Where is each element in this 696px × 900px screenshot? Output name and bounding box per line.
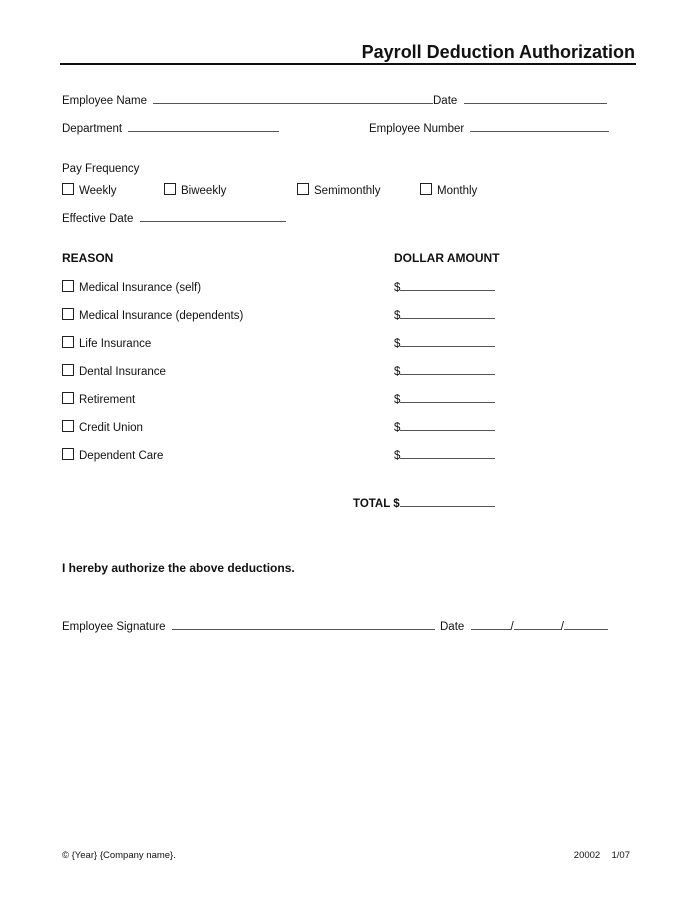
- retirement-amount-field[interactable]: [400, 392, 495, 403]
- effective-date-field[interactable]: [140, 211, 286, 222]
- medical-dependents-label: Medical Insurance (dependents): [79, 310, 244, 322]
- dental-insurance-amount: [394, 364, 495, 378]
- currency-symbol: $: [394, 310, 401, 322]
- dental-insurance-label: Dental Insurance: [79, 366, 166, 378]
- total-label: TOTAL $: [353, 498, 400, 510]
- department-field[interactable]: [128, 121, 279, 132]
- medical-self-checkbox[interactable]: [62, 280, 74, 292]
- signature-row: [62, 619, 435, 633]
- deduction-retirement[interactable]: [62, 392, 135, 406]
- credit-union-amount: [394, 420, 495, 434]
- department-label: Department: [62, 123, 123, 135]
- reason-header: REASON: [62, 251, 114, 265]
- employee-name-row: [62, 93, 433, 107]
- semimonthly-label: Semimonthly: [314, 185, 381, 197]
- dental-insurance-amount-field[interactable]: [400, 364, 495, 375]
- credit-union-checkbox[interactable]: [62, 420, 74, 432]
- dollar-amount-header: DOLLAR AMOUNT: [394, 251, 500, 265]
- date-field[interactable]: [464, 93, 607, 104]
- credit-union-amount-field[interactable]: [400, 420, 495, 431]
- semimonthly-checkbox[interactable]: [297, 183, 309, 195]
- effective-date-label: Effective Date: [62, 213, 134, 225]
- signature-label: Employee Signature: [62, 621, 166, 633]
- signature-date-row: [440, 619, 608, 633]
- deduction-dental-insurance[interactable]: [62, 364, 166, 378]
- form-number: 20002: [573, 850, 601, 861]
- total-field[interactable]: [400, 496, 495, 507]
- life-insurance-label: Life Insurance: [79, 338, 152, 350]
- deduction-credit-union[interactable]: [62, 420, 143, 434]
- total-row: [353, 496, 495, 510]
- biweekly-checkbox[interactable]: [164, 183, 176, 195]
- currency-symbol: $: [394, 366, 401, 378]
- date-label: Date: [433, 95, 458, 107]
- signature-month-field[interactable]: [471, 619, 511, 630]
- deduction-life-insurance[interactable]: [62, 336, 151, 350]
- footer-copyright: © {Year} {Company name}.: [62, 850, 176, 861]
- currency-symbol: $: [394, 394, 401, 406]
- retirement-checkbox[interactable]: [62, 392, 74, 404]
- retirement-label: Retirement: [79, 394, 136, 406]
- deduction-medical-self[interactable]: [62, 280, 201, 294]
- department-row: [62, 121, 279, 135]
- footer-form-info: [574, 850, 630, 861]
- title-divider: [60, 63, 636, 65]
- employee-number-row: [369, 121, 609, 135]
- weekly-option[interactable]: [62, 183, 117, 197]
- pay-frequency-label: Pay Frequency: [62, 163, 140, 175]
- medical-self-amount: [394, 280, 495, 294]
- signature-date-label: Date: [440, 621, 465, 633]
- medical-dependents-checkbox[interactable]: [62, 308, 74, 320]
- life-insurance-amount: [394, 336, 495, 350]
- biweekly-label: Biweekly: [181, 185, 227, 197]
- currency-symbol: $: [394, 338, 401, 350]
- currency-symbol: $: [394, 450, 401, 462]
- signature-field[interactable]: [172, 619, 435, 630]
- life-insurance-checkbox[interactable]: [62, 336, 74, 348]
- medical-self-amount-field[interactable]: [400, 280, 495, 291]
- dependent-care-amount-field[interactable]: [400, 448, 495, 459]
- employee-number-field[interactable]: [470, 121, 609, 132]
- dependent-care-amount: [394, 448, 495, 462]
- biweekly-option[interactable]: [164, 183, 226, 197]
- deduction-dependent-care[interactable]: [62, 448, 163, 462]
- date-row: [433, 93, 607, 107]
- currency-symbol: $: [394, 282, 401, 294]
- weekly-label: Weekly: [79, 185, 117, 197]
- employee-name-label: Employee Name: [62, 95, 148, 107]
- life-insurance-amount-field[interactable]: [400, 336, 495, 347]
- date-separator: /: [560, 621, 564, 633]
- authorization-statement: I hereby authorize the above deductions.: [62, 561, 295, 575]
- monthly-option[interactable]: [420, 183, 477, 197]
- date-separator: /: [510, 621, 514, 633]
- semimonthly-option[interactable]: [297, 183, 380, 197]
- monthly-label: Monthly: [437, 185, 478, 197]
- effective-date-row: [62, 211, 286, 225]
- credit-union-label: Credit Union: [79, 422, 143, 434]
- form-revision: 1/07: [611, 850, 630, 861]
- weekly-checkbox[interactable]: [62, 183, 74, 195]
- retirement-amount: [394, 392, 495, 406]
- dental-insurance-checkbox[interactable]: [62, 364, 74, 376]
- deduction-medical-dependents[interactable]: [62, 308, 243, 322]
- form-title: Payroll Deduction Authorization: [361, 42, 635, 62]
- medical-self-label: Medical Insurance (self): [79, 282, 202, 294]
- medical-dependents-amount-field[interactable]: [400, 308, 495, 319]
- employee-number-label: Employee Number: [369, 123, 465, 135]
- signature-day-field[interactable]: [514, 619, 561, 630]
- currency-symbol: $: [394, 422, 401, 434]
- dependent-care-checkbox[interactable]: [62, 448, 74, 460]
- employee-name-field[interactable]: [153, 93, 433, 104]
- signature-year-field[interactable]: [564, 619, 608, 630]
- medical-dependents-amount: [394, 308, 495, 322]
- monthly-checkbox[interactable]: [420, 183, 432, 195]
- dependent-care-label: Dependent Care: [79, 450, 164, 462]
